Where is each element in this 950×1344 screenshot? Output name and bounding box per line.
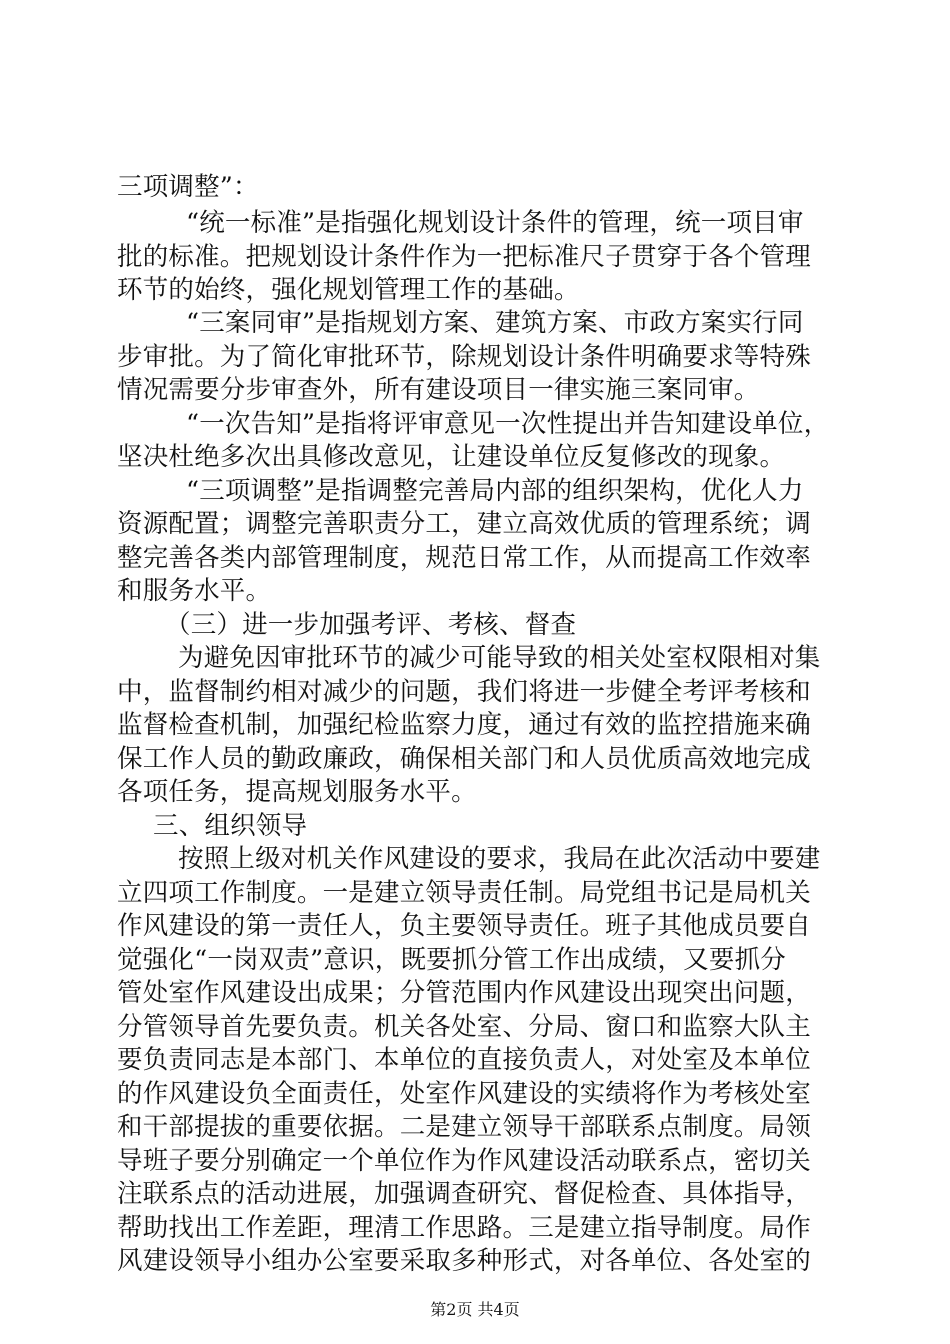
text-line: 风建设领导小组办公室要采取多种形式，对各单位、各处室的 bbox=[117, 1246, 811, 1276]
text-line: 批的标准。把规划设计条件作为一把标准尺子贯穿于各个管理 bbox=[117, 242, 811, 272]
text-line: 和服务水平。 bbox=[117, 576, 272, 606]
text-line: 分管领导首先要负责。机关各处室、分局、窗口和监察大队主 bbox=[117, 1012, 811, 1042]
text-line: 导班子要分别确定一个单位作为作风建设活动联系点，密切关 bbox=[117, 1146, 811, 1176]
text-line: 资源配置；调整完善职责分工，建立高效优质的管理系统；调 bbox=[117, 509, 811, 539]
text-line: 整完善各类内部管理制度，规范日常工作，从而提高工作效率 bbox=[117, 543, 811, 573]
text-line: 管处室作风建设出成果；分管范围内作风建设出现突出问题， bbox=[117, 978, 811, 1008]
text-line: 觉强化“一岗双责”意识，既要抓分管工作出成绩，又要抓分 bbox=[117, 945, 786, 975]
text-line: 帮助找出工作差距，理清工作思路。三是建立指导制度。局作 bbox=[117, 1213, 811, 1243]
paragraph-line: “三项调整”是指调整完善局内部的组织架构，优化人力 bbox=[186, 476, 804, 506]
text-line: 作风建设的第一责任人，负主要领导责任。班子其他成员要自 bbox=[117, 911, 811, 941]
paragraph-line: 为避免因审批环节的减少可能导致的相关处室权限相对集 bbox=[178, 643, 821, 673]
text-line: 保工作人员的勤政廉政，确保相关部门和人员优质高效地完成 bbox=[117, 744, 811, 774]
text-line: 立四项工作制度。一是建立领导责任制。局党组书记是局机关 bbox=[117, 878, 811, 908]
text-line: 和干部提拔的重要依据。二是建立领导干部联系点制度。局领 bbox=[117, 1112, 811, 1142]
section-heading: （三）进一步加强考评、考核、督查 bbox=[165, 610, 577, 640]
paragraph-line: “统一标准”是指强化规划设计条件的管理，统一项目审 bbox=[186, 208, 804, 238]
text-line: 三项调整”： bbox=[117, 172, 259, 202]
paragraph-line: “一次告知”是指将评审意见一次性提出并告知建设单位， bbox=[186, 409, 830, 439]
text-line: 的作风建设负全面责任，处室作风建设的实绩将作为考核处室 bbox=[117, 1079, 811, 1109]
paragraph-line: “三案同审”是指规划方案、建筑方案、市政方案实行同 bbox=[186, 308, 804, 338]
text-line: 各项任务，提高规划服务水平。 bbox=[117, 777, 477, 807]
text-line: 坚决杜绝多次出具修改意见，让建设单位反复修改的现象。 bbox=[117, 442, 786, 472]
paragraph-line: 按照上级对机关作风建设的要求，我局在此次活动中要建 bbox=[178, 844, 821, 874]
text-line: 要负责同志是本部门、本单位的直接负责人，对处室及本单位 bbox=[117, 1045, 811, 1075]
text-line: 步审批。为了简化审批环节，除规划设计条件明确要求等特殊 bbox=[117, 342, 811, 372]
text-line: 监督检查机制，加强纪检监察力度，通过有效的监控措施来确 bbox=[117, 710, 811, 740]
text-line: 环节的始终，强化规划管理工作的基础。 bbox=[117, 275, 580, 305]
page-footer: 第2页 共4页 bbox=[430, 1300, 520, 1319]
text-line: 情况需要分步审查外，所有建设项目一律实施三案同审。 bbox=[117, 375, 760, 405]
text-line: 中，监督制约相对减少的问题，我们将进一步健全考评考核和 bbox=[117, 677, 811, 707]
section-heading: 三、组织领导 bbox=[153, 811, 308, 841]
text-line: 注联系点的活动进展，加强调查研究、督促检查、具体指导， bbox=[117, 1179, 811, 1209]
